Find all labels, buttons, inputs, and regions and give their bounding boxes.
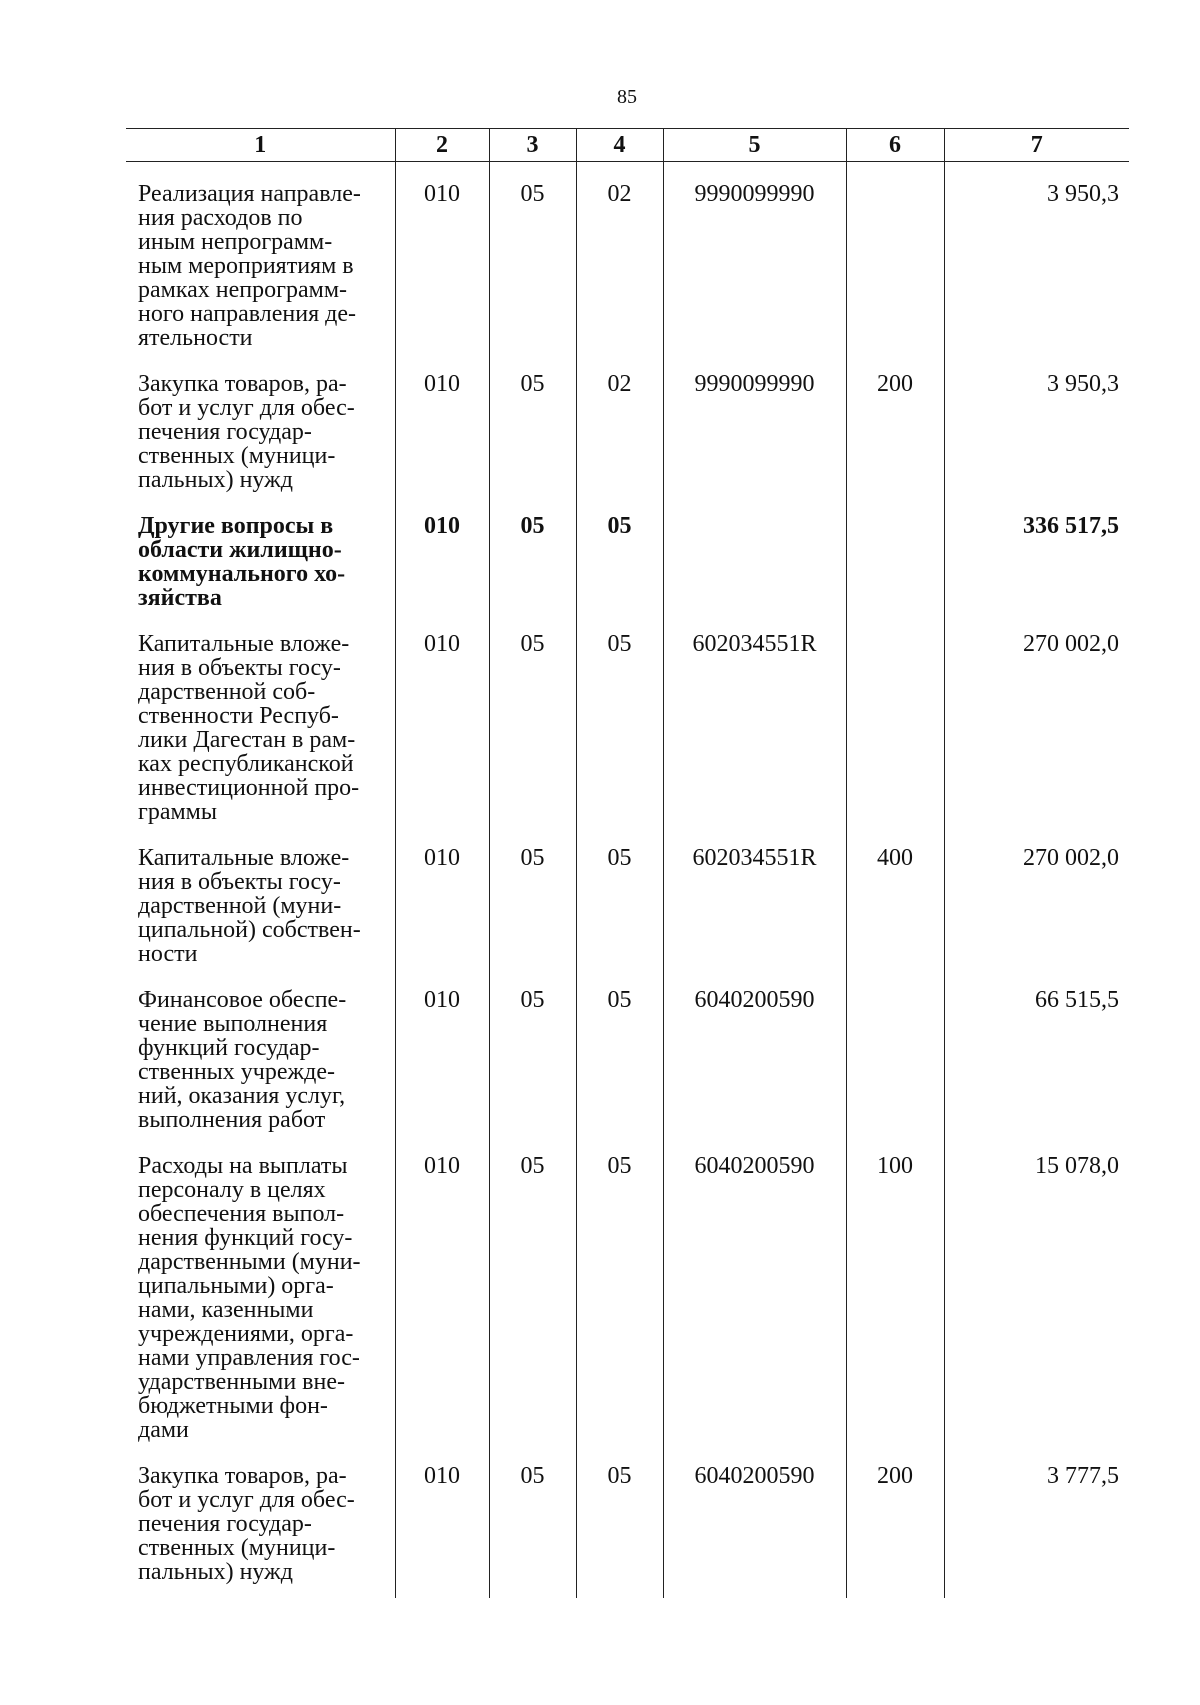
row-name-text: Закупка товаров, ра- бот и услуг для обес- печения государ- ственных (муници- пальных) нужд bbox=[138, 1463, 355, 1585]
row-name-text: Финансовое обеспе- чение выполнения функций государ- ственных учрежде- ний, оказания услуг, выполнения работ bbox=[138, 987, 347, 1133]
column-header-1: 1 bbox=[126, 129, 395, 162]
row-name-text: Расходы на выплаты персоналу в целях обеспечения выпол- нения функций госу- дарственными (муни- ципальными) орга- нами, казенными учреждениями, орга- нами управления гос- ударственными вне- бюджетными фон- дами bbox=[138, 1153, 361, 1443]
column-header-2: 2 bbox=[395, 129, 489, 162]
row-code-5-cell bbox=[663, 492, 846, 610]
row-code-5-cell: 602034551R bbox=[663, 610, 846, 824]
row-code-4-cell: 02 bbox=[576, 162, 663, 351]
row-code-4-cell: 05 bbox=[576, 824, 663, 966]
row-name-cell bbox=[126, 350, 395, 492]
table-row bbox=[126, 1132, 1129, 1442]
row-code-6-cell bbox=[846, 162, 944, 351]
row-code-5-cell: 602034551R bbox=[663, 824, 846, 966]
table-header-row bbox=[126, 129, 1129, 162]
row-code-2-cell: 010 bbox=[395, 610, 489, 824]
row-amount-cell: 15 078,0 bbox=[944, 1132, 1129, 1442]
row-code-5-cell: 6040200590 bbox=[663, 966, 846, 1132]
row-code-2-cell: 010 bbox=[395, 966, 489, 1132]
column-header-7: 7 bbox=[944, 129, 1129, 162]
row-name-cell bbox=[126, 1132, 395, 1442]
row-name-text: Капитальные вложе- ния в объекты госу- дарственной (муни- ципальной) собствен- ности bbox=[138, 845, 361, 967]
row-code-4-cell: 02 bbox=[576, 350, 663, 492]
row-name-text: Закупка товаров, ра- бот и услуг для обес- печения государ- ственных (муници- пальных) нужд bbox=[138, 371, 355, 493]
row-code-3-cell: 05 bbox=[489, 1442, 576, 1584]
spacer-cell bbox=[576, 1584, 663, 1598]
row-name-text: Реализация направле- ния расходов по иным непрограмм- ным мероприятиям в рамках непрограмм- ного направления де- ятельности bbox=[138, 181, 361, 351]
row-name-cell bbox=[126, 824, 395, 966]
row-code-6-cell: 100 bbox=[846, 1132, 944, 1442]
row-code-4-cell: 05 bbox=[576, 966, 663, 1132]
row-name-cell bbox=[126, 966, 395, 1132]
spacer-cell bbox=[489, 1584, 576, 1598]
budget-table-container bbox=[126, 128, 1129, 1598]
row-code-6-cell bbox=[846, 966, 944, 1132]
row-code-6-cell bbox=[846, 492, 944, 610]
table-row bbox=[126, 350, 1129, 492]
column-header-3: 3 bbox=[489, 129, 576, 162]
row-name-text: Другие вопросы в области жилищно- коммунального хо- зяйства bbox=[138, 513, 346, 611]
row-code-6-cell: 200 bbox=[846, 1442, 944, 1584]
row-amount-cell: 3 950,3 bbox=[944, 162, 1129, 351]
row-code-5-cell: 6040200590 bbox=[663, 1132, 846, 1442]
table-row bbox=[126, 492, 1129, 610]
row-code-2-cell: 010 bbox=[395, 162, 489, 351]
row-code-3-cell: 05 bbox=[489, 162, 576, 351]
row-name-text: Капитальные вложе- ния в объекты госу- дарственной соб- ственности Респуб- лики Дагестан в рам- ках республиканской инвестиционной про- граммы bbox=[138, 631, 360, 825]
row-code-5-cell: 9990099990 bbox=[663, 350, 846, 492]
spacer-cell bbox=[395, 1584, 489, 1598]
table-row bbox=[126, 610, 1129, 824]
spacer-cell bbox=[663, 1584, 846, 1598]
budget-table bbox=[126, 128, 1129, 1598]
table-row bbox=[126, 966, 1129, 1132]
row-amount-cell: 270 002,0 bbox=[944, 610, 1129, 824]
row-code-3-cell: 05 bbox=[489, 492, 576, 610]
row-code-3-cell: 05 bbox=[489, 610, 576, 824]
row-code-5-cell: 9990099990 bbox=[663, 162, 846, 351]
row-code-6-cell bbox=[846, 610, 944, 824]
spacer-cell bbox=[126, 1584, 395, 1598]
table-row bbox=[126, 1442, 1129, 1584]
spacer-cell bbox=[846, 1584, 944, 1598]
row-code-4-cell: 05 bbox=[576, 1132, 663, 1442]
page-number: 85 bbox=[617, 86, 637, 108]
row-name-cell bbox=[126, 1442, 395, 1584]
row-code-2-cell: 010 bbox=[395, 350, 489, 492]
row-code-3-cell: 05 bbox=[489, 966, 576, 1132]
column-header-4: 4 bbox=[576, 129, 663, 162]
row-code-5-cell: 6040200590 bbox=[663, 1442, 846, 1584]
row-code-6-cell: 400 bbox=[846, 824, 944, 966]
row-name-cell bbox=[126, 162, 395, 351]
row-name-cell bbox=[126, 610, 395, 824]
row-amount-cell: 3 777,5 bbox=[944, 1442, 1129, 1584]
row-amount-cell: 336 517,5 bbox=[944, 492, 1129, 610]
column-header-6: 6 bbox=[846, 129, 944, 162]
spacer-cell bbox=[944, 1584, 1129, 1598]
row-code-2-cell: 010 bbox=[395, 492, 489, 610]
row-name-cell bbox=[126, 492, 395, 610]
row-code-6-cell: 200 bbox=[846, 350, 944, 492]
row-code-4-cell: 05 bbox=[576, 610, 663, 824]
table-row bbox=[126, 162, 1129, 351]
row-code-4-cell: 05 bbox=[576, 1442, 663, 1584]
table-body bbox=[126, 162, 1129, 1599]
row-code-3-cell: 05 bbox=[489, 1132, 576, 1442]
row-code-2-cell: 010 bbox=[395, 824, 489, 966]
row-amount-cell: 66 515,5 bbox=[944, 966, 1129, 1132]
column-header-5: 5 bbox=[663, 129, 846, 162]
row-code-3-cell: 05 bbox=[489, 350, 576, 492]
row-code-4-cell: 05 bbox=[576, 492, 663, 610]
row-code-2-cell: 010 bbox=[395, 1132, 489, 1442]
row-amount-cell: 270 002,0 bbox=[944, 824, 1129, 966]
row-code-2-cell: 010 bbox=[395, 1442, 489, 1584]
row-code-3-cell: 05 bbox=[489, 824, 576, 966]
table-row bbox=[126, 824, 1129, 966]
row-amount-cell: 3 950,3 bbox=[944, 350, 1129, 492]
table-spacer-row bbox=[126, 1584, 1129, 1598]
